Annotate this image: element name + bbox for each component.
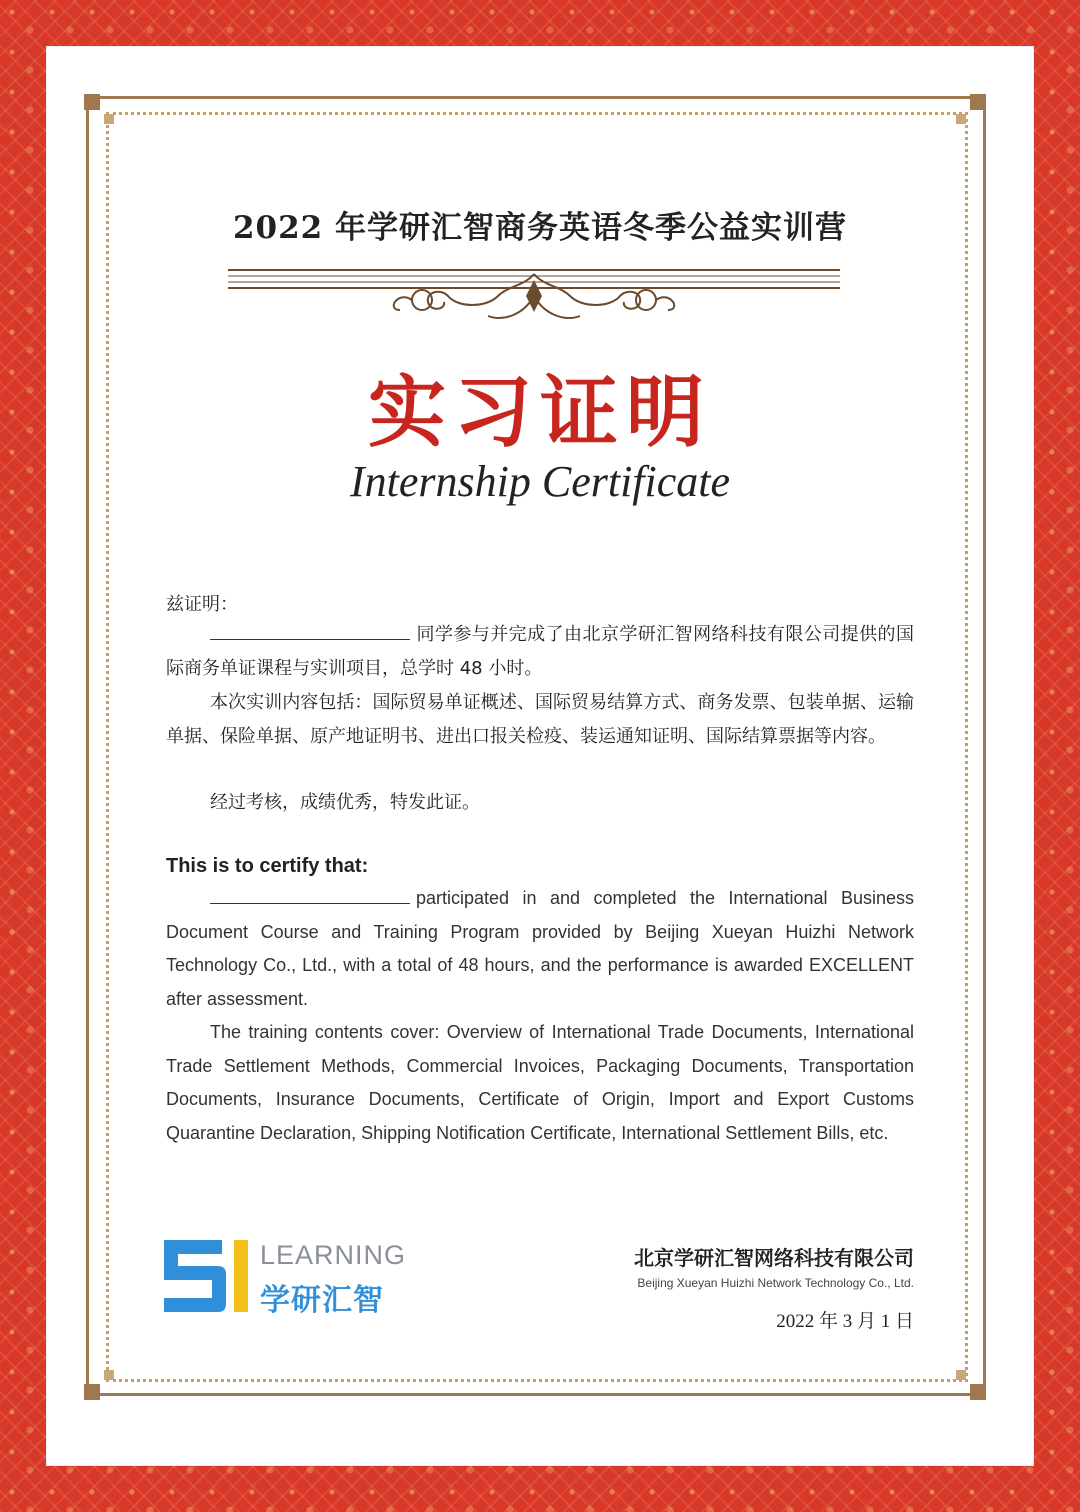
certificate-title-cn: 实习证明	[367, 367, 712, 458]
en-intro-label: This is to certify that:	[166, 855, 369, 877]
cn-paragraph-3: 经过考核，成绩优秀，特发此证。	[210, 792, 480, 813]
issuer-company-en: Beijing Xueyan Huizhi Network Technology Co., Ltd.	[637, 1276, 914, 1290]
corner-ornament	[84, 1384, 100, 1400]
cn-paragraph-2: 本次实训内容包括：国际贸易单证概述、国际贸易结算方式、商务发票、包装单据、运输单据、保险单据、原产地证明书、进出口报关检疫、装运通知证明、国际结算票据等内容。	[166, 692, 914, 747]
corner-ornament	[104, 114, 114, 124]
name-blank	[210, 621, 410, 640]
corner-ornament	[84, 94, 100, 110]
corner-ornament	[956, 1370, 966, 1380]
cn-intro-label: 兹证明：	[166, 594, 238, 615]
issue-date: 2022 年 3 月 1 日	[776, 1311, 914, 1332]
logo-cn-text: 学研汇智	[260, 1283, 384, 1318]
certificate-title-en: Internship Certificate	[349, 457, 731, 506]
name-blank	[210, 885, 410, 904]
event-title: 2022 年学研汇智商务英语冬季公益实训营	[232, 210, 848, 246]
logo-51-icon	[164, 1240, 250, 1312]
flourish-ornament-icon	[228, 266, 840, 336]
cn-paragraph-1-text: 同学参与并完成了由北京学研汇智网络科技有限公司提供的国际商务单证课程与实训项目，总学时 48 小时。	[166, 624, 914, 679]
en-paragraph-2: The training contents cover: Overview of International Trade Documents, International Trade Settlement Methods, Commercial Invoices, Packaging Documents, Transportation Documents, Insurance Documents, Certificate of Origin, Import and Export Customs Quarantine Declaration, Shipping Notification Certificate, International Settlement Bills, etc.	[166, 1022, 914, 1143]
en-paragraph-1	[166, 882, 914, 1016]
corner-ornament	[970, 94, 986, 110]
logo-learning-text: LEARNING	[260, 1240, 407, 1270]
cn-paragraph-1	[166, 618, 914, 686]
issuer-company-cn: 北京学研汇智网络科技有限公司	[634, 1246, 914, 1270]
corner-ornament	[970, 1384, 986, 1400]
corner-ornament	[104, 1370, 114, 1380]
corner-ornament	[956, 114, 966, 124]
en-paragraph-1-text: participated in and completed the International Business Document Course and Training Program provided by Beijing Xueyan Huizhi Network Technology Co., Ltd., with a total of 48 hours, and the performance is awarded EXCELLENT after assessment.	[166, 888, 914, 1009]
company-logo	[164, 1240, 407, 1318]
